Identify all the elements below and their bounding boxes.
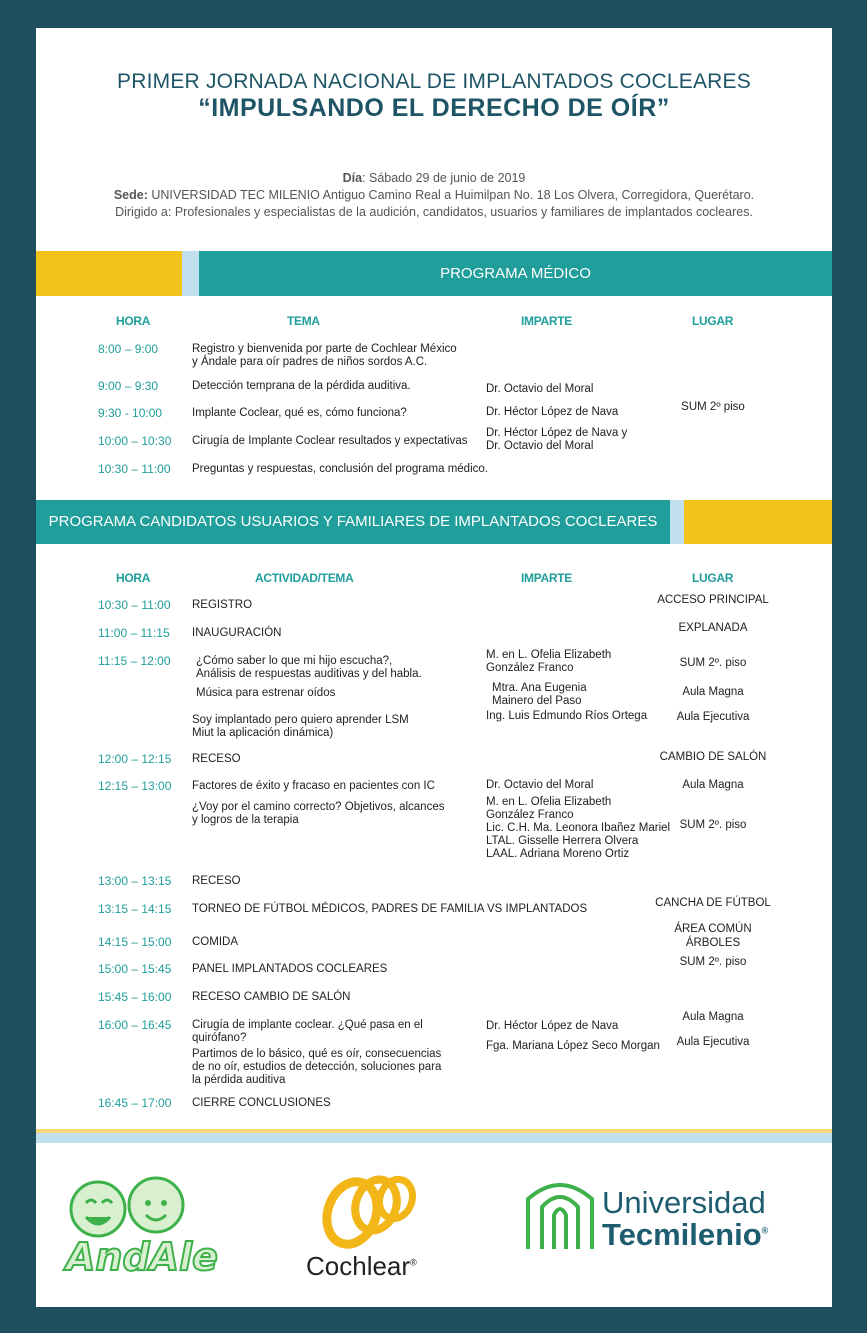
tecmilenio-line1: Universidad [602,1185,766,1220]
row-venue: SUM 2º. piso [679,819,747,831]
row-activity: de no oír, estudios de detección, soluciones para [192,1061,442,1073]
row-activity: TORNEO DE FÚTBOL MÉDICOS, PADRES DE FAMILIA VS IMPLANTADOS [192,903,588,915]
header-lugar: LUGAR [692,571,734,585]
cochlear-logo [304,1171,444,1283]
row-time: 12:15 – 13:00 [98,779,172,793]
row-time: 10:30 – 11:00 [98,598,171,612]
header-lugar: LUGAR [692,314,734,328]
row-time: 11:15 – 12:00 [98,654,171,668]
row-time: 8:00 – 9:00 [98,342,159,356]
row-activity: Análisis de respuestas auditivas y del habla. [196,668,422,680]
row-time: 13:00 – 13:15 [98,874,172,888]
event-venue [36,188,832,202]
row-speaker: M. en L. Ofelia Elizabeth [486,796,612,808]
row-speaker: González Franco [486,662,574,674]
event-date [36,171,832,185]
yellow-band [684,500,832,544]
program-sheet [36,28,832,1307]
row-venue: CANCHA DE FÚTBOL [655,897,771,909]
row-speaker: Dr. Octavio del Moral [486,440,594,452]
row-venue: Aula Magna [682,779,744,791]
row-activity: la pérdida auditiva [192,1074,286,1086]
row-activity: quirófano? [192,1032,247,1044]
row-activity: RECESO [192,753,241,765]
row-activity: Factores de éxito y fracaso en pacientes con IC [192,780,435,792]
row-activity: Partimos de lo básico, qué es oír, consecuencias [192,1048,442,1060]
row-activity: ¿Voy por el camino correcto? Objetivos, alcances [192,801,445,813]
medical-venue: SUM 2º piso [681,401,745,413]
row-activity: CIERRE CONCLUSIONES [192,1097,331,1109]
tecmilenio-tree-icon [524,1179,596,1251]
row-speaker: Mtra. Ana Eugenia [492,682,587,694]
row-time: 10:00 – 10:30 [98,434,172,448]
row-activity: PANEL IMPLANTADOS COCLEARES [192,963,388,975]
row-activity: Música para estrenar oídos [196,687,336,699]
row-speaker: Dr. Héctor López de Nava y [486,427,628,439]
cochlear-mark-icon [304,1171,444,1251]
venue-label: Sede: [113,188,148,202]
date-label: Día [342,171,363,185]
row-venue: Aula Magna [682,1011,744,1023]
row-venue: SUM 2º. piso [679,956,747,968]
row-venue: ÁREA COMÚN [674,923,752,935]
row-topic: Preguntas y respuestas, conclusión del programa médico. [192,463,488,475]
row-speaker: González Franco [486,809,574,821]
row-time: 15:00 – 15:45 [98,962,172,976]
row-time: 9:30 - 10:00 [98,406,163,420]
row-venue: Aula Ejecutiva [676,711,750,723]
row-speaker: Dr. Octavio del Moral [486,383,594,395]
yellow-band [36,251,182,296]
blue-band [182,251,199,296]
row-activity: RECESO [192,875,241,887]
row-activity: ¿Cómo saber lo que mi hijo escucha?, [196,655,393,667]
row-topic: Registro y bienvenida por parte de Cochlear México [192,343,457,355]
row-speaker: LTAL. Gisselle Herrera Olvera [486,835,639,847]
row-time: 14:15 – 15:00 [98,935,172,949]
cochlear-wordmark: Cochlear® [306,1251,417,1281]
row-topic: Cirugía de Implante Coclear resultados y expectativas [192,435,468,447]
row-activity: y logros de la terapia [192,814,299,826]
event-title: PRIMER JORNADA NACIONAL DE IMPLANTADOS COCLEARES [117,70,751,93]
andale-logo [58,1175,218,1285]
row-speaker: M. en L. Ofelia Elizabeth [486,649,612,661]
row-speaker: Mainero del Paso [492,695,582,707]
row-time: 9:00 – 9:30 [98,379,159,393]
row-topic: Detección temprana de la pérdida auditiva. [192,380,411,392]
row-activity: REGISTRO [192,599,253,611]
row-activity: INAUGURACIÓN [192,627,282,639]
andale-wordmark: AndAle [66,1235,218,1279]
blue-band [670,500,684,544]
row-speaker: LAAL. Adriana Moreno Ortiz [486,848,630,860]
row-venue: SUM 2º. piso [679,657,747,669]
row-speaker: Dr. Héctor López de Nava [486,406,619,418]
header-actividad: ACTIVIDAD/TEMA [255,571,354,585]
event-audience: Dirigido a: Profesionales y especialistas de la audición, candidatos, usuarios y familiares de implantados cocleares. [115,205,753,219]
row-time: 13:15 – 14:15 [98,902,172,916]
row-activity: RECESO CAMBIO DE SALÓN [192,991,351,1003]
medical-program-title: PROGRAMA MÉDICO [199,251,832,296]
row-activity: Miut la aplicación dinámica) [192,727,334,739]
row-time: 10:30 – 11:00 [98,462,171,476]
row-speaker: Ing. Luis Edmundo Ríos Ortega [486,710,648,722]
row-time: 11:00 – 11:15 [98,626,170,640]
row-time: 12:00 – 12:15 [98,752,172,766]
candidates-program-title: PROGRAMA CANDIDATOS USUARIOS Y FAMILIARES DE IMPLANTADOS COCLEARES [36,500,670,544]
row-topic: y Ándale para oír padres de niños sordos A.C. [192,356,428,368]
header-hora: HORA [116,314,151,328]
row-activity: COMIDA [192,936,238,948]
event-slogan: “IMPULSANDO EL DERECHO DE OÍR” [198,94,670,122]
row-speaker: Dr. Octavio del Moral [486,779,594,791]
row-activity: Cirugía de implante coclear. ¿Qué pasa en el [192,1019,423,1031]
venue-value: UNIVERSIDAD TEC MILENIO Antiguo Camino Real a Huimilpan No. 18 Los Olvera, Corregidora, Querétaro. [147,188,755,202]
tecmilenio-line2: Tecmilenio® [602,1217,769,1252]
row-speaker: Fga. Mariana López Seco Morgan [486,1040,660,1052]
row-activity: Soy implantado pero quiero aprender LSM [192,714,409,726]
row-time: 16:00 – 16:45 [98,1018,172,1032]
row-speaker: Dr. Héctor López de Nava [486,1020,619,1032]
row-venue: Aula Magna [682,686,744,698]
footer-stripe [36,1133,832,1143]
row-topic: Implante Coclear, qué es, cómo funciona? [192,407,407,419]
row-time: 16:45 – 17:00 [98,1096,172,1110]
header-imparte: IMPARTE [521,571,573,585]
row-venue: CAMBIO DE SALÓN [659,751,767,763]
date-value: : Sábado 29 de junio de 2019 [362,171,526,185]
row-venue: Aula Ejecutiva [676,1036,750,1048]
row-venue: EXPLANADA [678,622,748,634]
header-tema: TEMA [287,314,320,328]
row-speaker: Lic. C.H. Ma. Leonora Ibañez Mariel [486,822,671,834]
tecmilenio-logo [524,1179,824,1259]
header-imparte: IMPARTE [521,314,573,328]
row-venue: ÁRBOLES [685,937,741,949]
header-hora: HORA [116,571,151,585]
row-venue: ACCESO PRINCIPAL [657,594,769,606]
row-time: 15:45 – 16:00 [98,990,172,1004]
